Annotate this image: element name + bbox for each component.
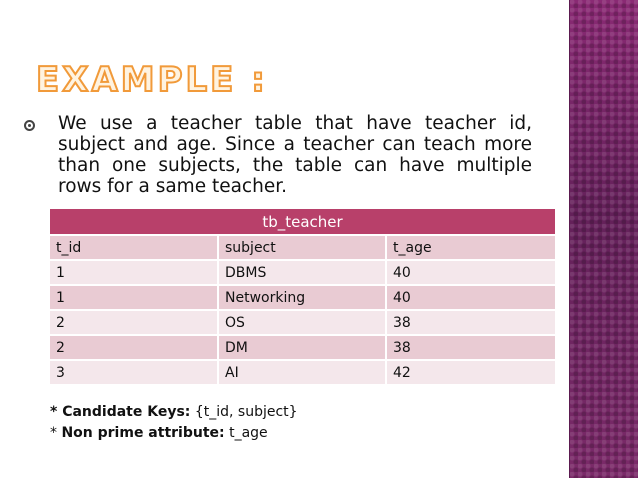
candidate-keys-label: * Candidate Keys: xyxy=(50,404,191,420)
cell-t-age: 40 xyxy=(386,285,555,310)
non-prime-note xyxy=(50,423,298,444)
cell-t-id: 1 xyxy=(50,260,218,285)
cell-t-age: 38 xyxy=(386,310,555,335)
column-header-t-age: t_age xyxy=(386,235,555,260)
cell-t-id: 2 xyxy=(50,310,218,335)
bullet-text: We use a teacher table that have teacher id, subject and age. Since a teacher can teach more than one subjects, the table can have multiple rows for a same teacher. xyxy=(58,113,532,197)
teacher-table xyxy=(50,209,555,386)
cell-t-age: 40 xyxy=(386,260,555,285)
circle-bullet-icon xyxy=(24,120,35,131)
table-row xyxy=(50,260,555,285)
table-row xyxy=(50,285,555,310)
decorative-side-band xyxy=(569,0,638,478)
table-caption: tb_teacher xyxy=(50,209,555,235)
cell-t-id: 3 xyxy=(50,360,218,385)
column-header-subject: subject xyxy=(218,235,386,260)
cell-subject: OS xyxy=(218,310,386,335)
candidate-keys-note xyxy=(50,402,298,423)
cell-subject: AI xyxy=(218,360,386,385)
slide-title: EXAMPLE : xyxy=(36,60,268,100)
non-prime-label: Non prime attribute: xyxy=(61,425,225,441)
table-header-row xyxy=(50,235,555,260)
cell-subject: DBMS xyxy=(218,260,386,285)
candidate-keys-value: {t_id, subject} xyxy=(190,404,298,420)
non-prime-value: t_age xyxy=(224,425,268,441)
column-header-t-id: t_id xyxy=(50,235,218,260)
table-row xyxy=(50,360,555,385)
bullet-paragraph xyxy=(24,113,532,197)
table-row xyxy=(50,310,555,335)
cell-t-id: 2 xyxy=(50,335,218,360)
non-prime-star: * xyxy=(50,425,62,441)
cell-t-age: 42 xyxy=(386,360,555,385)
cell-subject: DM xyxy=(218,335,386,360)
cell-subject: Networking xyxy=(218,285,386,310)
table-row xyxy=(50,335,555,360)
cell-t-id: 1 xyxy=(50,285,218,310)
cell-t-age: 38 xyxy=(386,335,555,360)
notes xyxy=(50,402,298,444)
